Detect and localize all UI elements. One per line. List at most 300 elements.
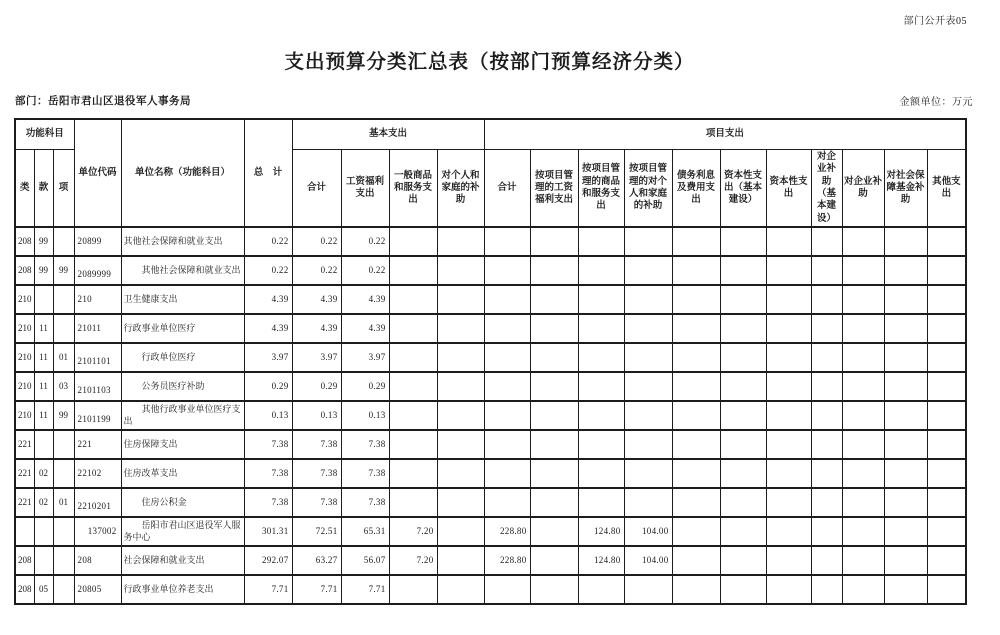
cell-value-proj-debt-interest	[672, 314, 720, 343]
cell-value-proj-salary	[530, 372, 578, 401]
cell-value-proj-salary	[530, 227, 578, 256]
header-basic-total: 合计	[292, 150, 341, 228]
cell-value-proj-other	[927, 314, 966, 343]
table-row	[15, 256, 966, 285]
cell-value-proj-enterprise-basic	[811, 314, 842, 343]
cell-func-class: 208	[15, 546, 34, 575]
cell-value-proj-capital	[766, 575, 811, 604]
cell-value-proj-debt-interest	[672, 256, 720, 285]
cell-func-class: 221	[15, 459, 34, 488]
cell-func-item	[53, 546, 74, 575]
cell-value-basic-salary: 7.71	[341, 575, 389, 604]
budget-table	[14, 118, 967, 605]
cell-func-section: 11	[34, 372, 53, 401]
cell-value-total: 0.22	[244, 256, 292, 285]
cell-value-proj-capital	[766, 285, 811, 314]
cell-value-basic-personal	[437, 488, 484, 517]
cell-unit-code: 2210201	[74, 488, 121, 517]
cell-value-proj-other	[927, 488, 966, 517]
cell-value-proj-salary	[530, 430, 578, 459]
cell-unit-code: 221	[74, 430, 121, 459]
cell-value-basic-goods: 7.20	[389, 517, 437, 546]
cell-value-proj-social-fund	[884, 517, 927, 546]
header-proj-total: 合计	[484, 150, 530, 228]
cell-unit-code: 20805	[74, 575, 121, 604]
cell-func-class: 208	[15, 575, 34, 604]
cell-value-proj-goods	[578, 343, 624, 372]
header-group-row	[15, 119, 966, 150]
cell-value-proj-goods	[578, 401, 624, 430]
cell-value-proj-personal	[624, 285, 672, 314]
cell-unit-name: 住房保障支出	[121, 430, 244, 459]
cell-func-item: 99	[53, 256, 74, 285]
cell-value-proj-capital-basic	[720, 430, 766, 459]
header-proj-goods: 按项目管理的商品和服务支出	[578, 150, 624, 228]
cell-value-proj-total	[484, 459, 530, 488]
cell-value-proj-debt-interest	[672, 546, 720, 575]
cell-value-basic-total: 4.39	[292, 285, 341, 314]
cell-value-basic-goods	[389, 343, 437, 372]
cell-value-basic-goods	[389, 401, 437, 430]
cell-value-proj-social-fund	[884, 372, 927, 401]
cell-value-basic-personal	[437, 575, 484, 604]
cell-value-basic-personal	[437, 227, 484, 256]
cell-value-proj-capital-basic	[720, 343, 766, 372]
cell-value-proj-enterprise	[842, 227, 884, 256]
cell-value-proj-other	[927, 517, 966, 546]
cell-unit-code: 20899	[74, 227, 121, 256]
cell-value-basic-total: 4.39	[292, 314, 341, 343]
cell-value-total: 7.71	[244, 575, 292, 604]
cell-value-basic-total: 72.51	[292, 517, 341, 546]
cell-value-proj-debt-interest	[672, 227, 720, 256]
cell-unit-code: 2101199	[74, 401, 121, 430]
cell-value-basic-goods: 7.20	[389, 546, 437, 575]
cell-unit-name: 住房公积金	[121, 488, 244, 517]
cell-value-basic-total: 0.29	[292, 372, 341, 401]
cell-func-class: 210	[15, 285, 34, 314]
header-func-group: 功能科目	[15, 119, 74, 150]
cell-func-item: 99	[53, 401, 74, 430]
cell-value-proj-social-fund	[884, 459, 927, 488]
cell-unit-name: 卫生健康支出	[121, 285, 244, 314]
cell-func-class: 210	[15, 314, 34, 343]
header-basic-group: 基本支出	[292, 119, 484, 150]
cell-value-proj-social-fund	[884, 343, 927, 372]
cell-value-proj-capital-basic	[720, 256, 766, 285]
cell-unit-name: 其他行政事业单位医疗支出	[121, 401, 244, 430]
amount-unit-label: 金额单位：万元	[899, 97, 973, 108]
cell-value-proj-enterprise	[842, 285, 884, 314]
cell-value-basic-personal	[437, 517, 484, 546]
cell-value-proj-capital-basic	[720, 459, 766, 488]
cell-func-class: 208	[15, 256, 34, 285]
cell-func-section: 11	[34, 343, 53, 372]
cell-value-proj-personal: 104.00	[624, 546, 672, 575]
cell-func-item: 01	[53, 488, 74, 517]
header-proj-salary: 按项目管理的工资福利支出	[530, 150, 578, 228]
cell-value-proj-social-fund	[884, 227, 927, 256]
cell-value-proj-capital-basic	[720, 488, 766, 517]
header-basic-personal: 对个人和家庭的补助	[437, 150, 484, 228]
cell-unit-code: 21011	[74, 314, 121, 343]
cell-value-proj-enterprise-basic	[811, 430, 842, 459]
cell-value-proj-social-fund	[884, 285, 927, 314]
table-row	[15, 517, 966, 546]
cell-value-proj-personal	[624, 459, 672, 488]
cell-value-proj-enterprise	[842, 256, 884, 285]
cell-value-proj-capital	[766, 227, 811, 256]
cell-value-basic-salary: 56.07	[341, 546, 389, 575]
cell-value-proj-enterprise-basic	[811, 256, 842, 285]
cell-value-basic-personal	[437, 430, 484, 459]
cell-value-proj-total	[484, 401, 530, 430]
table-row	[15, 575, 966, 604]
cell-value-proj-capital-basic	[720, 401, 766, 430]
cell-value-basic-goods	[389, 575, 437, 604]
cell-value-proj-enterprise-basic	[811, 227, 842, 256]
cell-value-proj-enterprise	[842, 546, 884, 575]
cell-value-basic-salary: 65.31	[341, 517, 389, 546]
page-title: 支出预算分类汇总表（按部门预算经济分类）	[284, 52, 695, 73]
cell-value-proj-salary	[530, 256, 578, 285]
cell-unit-code: 2089999	[74, 256, 121, 285]
cell-value-basic-total: 7.38	[292, 459, 341, 488]
department-label: 部门：岳阳市君山区退役军人事务局	[15, 96, 191, 107]
cell-value-proj-salary	[530, 343, 578, 372]
cell-unit-name: 其他社会保障和就业支出	[121, 256, 244, 285]
header-project-group: 项目支出	[484, 119, 966, 150]
cell-value-basic-total: 7.38	[292, 488, 341, 517]
cell-value-proj-other	[927, 546, 966, 575]
cell-value-proj-capital	[766, 401, 811, 430]
cell-value-proj-personal	[624, 430, 672, 459]
cell-value-proj-personal: 104.00	[624, 517, 672, 546]
cell-value-proj-enterprise	[842, 459, 884, 488]
cell-unit-name: 岳阳市君山区退役军人服务中心	[121, 517, 244, 546]
cell-value-proj-enterprise-basic	[811, 575, 842, 604]
header-func-class: 类	[15, 150, 34, 228]
cell-value-proj-goods	[578, 227, 624, 256]
cell-value-proj-capital	[766, 343, 811, 372]
cell-value-proj-enterprise	[842, 575, 884, 604]
cell-func-item: 01	[53, 343, 74, 372]
cell-value-proj-total: 228.80	[484, 546, 530, 575]
cell-value-proj-other	[927, 256, 966, 285]
cell-value-proj-capital-basic	[720, 372, 766, 401]
table-row	[15, 488, 966, 517]
cell-value-proj-salary	[530, 459, 578, 488]
cell-value-basic-personal	[437, 343, 484, 372]
cell-value-proj-capital-basic	[720, 227, 766, 256]
header-proj-capital-basic: 资本性支出（基本建设）	[720, 150, 766, 228]
cell-unit-name: 住房改革支出	[121, 459, 244, 488]
cell-value-proj-debt-interest	[672, 372, 720, 401]
cell-func-item	[53, 430, 74, 459]
cell-func-section: 05	[34, 575, 53, 604]
cell-value-proj-enterprise-basic	[811, 343, 842, 372]
table-body	[15, 227, 966, 604]
cell-value-proj-total	[484, 285, 530, 314]
cell-func-class: 208	[15, 227, 34, 256]
cell-value-proj-goods	[578, 430, 624, 459]
table-row	[15, 314, 966, 343]
cell-value-basic-personal	[437, 285, 484, 314]
cell-value-proj-other	[927, 459, 966, 488]
cell-func-class: 221	[15, 430, 34, 459]
cell-value-proj-personal	[624, 343, 672, 372]
cell-value-proj-personal	[624, 256, 672, 285]
cell-value-proj-capital	[766, 546, 811, 575]
cell-value-proj-social-fund	[884, 488, 927, 517]
cell-value-proj-debt-interest	[672, 517, 720, 546]
cell-value-proj-salary	[530, 517, 578, 546]
table-row	[15, 343, 966, 372]
cell-value-basic-salary: 4.39	[341, 285, 389, 314]
cell-value-proj-goods	[578, 285, 624, 314]
cell-unit-name: 社会保障和就业支出	[121, 546, 244, 575]
cell-value-proj-enterprise-basic	[811, 546, 842, 575]
cell-unit-code: 210	[74, 285, 121, 314]
cell-func-section: 02	[34, 459, 53, 488]
cell-value-proj-total	[484, 256, 530, 285]
cell-value-proj-enterprise	[842, 343, 884, 372]
cell-value-proj-debt-interest	[672, 575, 720, 604]
cell-value-proj-capital	[766, 488, 811, 517]
cell-value-proj-enterprise-basic	[811, 459, 842, 488]
cell-value-basic-salary: 3.97	[341, 343, 389, 372]
cell-value-proj-salary	[530, 314, 578, 343]
cell-value-basic-salary: 0.22	[341, 227, 389, 256]
cell-value-proj-capital-basic	[720, 517, 766, 546]
cell-value-proj-social-fund	[884, 575, 927, 604]
cell-value-proj-goods	[578, 314, 624, 343]
table-row	[15, 372, 966, 401]
cell-value-proj-enterprise-basic	[811, 488, 842, 517]
cell-value-proj-enterprise-basic	[811, 517, 842, 546]
cell-value-proj-total: 228.80	[484, 517, 530, 546]
cell-value-basic-total: 0.13	[292, 401, 341, 430]
cell-value-proj-personal	[624, 575, 672, 604]
cell-value-total: 7.38	[244, 459, 292, 488]
cell-value-proj-goods	[578, 488, 624, 517]
cell-value-proj-enterprise-basic	[811, 401, 842, 430]
cell-value-proj-goods	[578, 459, 624, 488]
cell-unit-name: 行政事业单位养老支出	[121, 575, 244, 604]
cell-unit-name: 行政单位医疗	[121, 343, 244, 372]
cell-value-proj-capital-basic	[720, 285, 766, 314]
header-proj-enterprise: 对企业补助	[842, 150, 884, 228]
cell-value-basic-personal	[437, 314, 484, 343]
cell-value-proj-total	[484, 575, 530, 604]
cell-value-proj-enterprise-basic	[811, 372, 842, 401]
cell-value-basic-salary: 4.39	[341, 314, 389, 343]
header-basic-salary: 工资福利支出	[341, 150, 389, 228]
table-row	[15, 546, 966, 575]
cell-value-basic-goods	[389, 227, 437, 256]
cell-value-proj-debt-interest	[672, 488, 720, 517]
cell-value-proj-other	[927, 430, 966, 459]
cell-unit-code: 2101101	[74, 343, 121, 372]
cell-value-total: 4.39	[244, 314, 292, 343]
cell-func-section	[34, 285, 53, 314]
cell-func-class	[15, 517, 34, 546]
cell-value-proj-social-fund	[884, 401, 927, 430]
cell-value-basic-salary: 7.38	[341, 488, 389, 517]
cell-value-proj-debt-interest	[672, 285, 720, 314]
header-func-section: 款	[34, 150, 53, 228]
cell-value-proj-personal	[624, 227, 672, 256]
cell-value-proj-other	[927, 401, 966, 430]
cell-value-basic-total: 63.27	[292, 546, 341, 575]
header-proj-other: 其他支出	[927, 150, 966, 228]
header-proj-capital: 资本性支出	[766, 150, 811, 228]
cell-value-proj-other	[927, 343, 966, 372]
cell-value-basic-total: 7.71	[292, 575, 341, 604]
cell-func-section: 11	[34, 314, 53, 343]
cell-value-total: 301.31	[244, 517, 292, 546]
cell-value-proj-goods: 124.80	[578, 546, 624, 575]
cell-value-proj-total	[484, 488, 530, 517]
cell-value-proj-other	[927, 372, 966, 401]
cell-value-proj-capital	[766, 517, 811, 546]
cell-value-proj-capital	[766, 459, 811, 488]
cell-func-item	[53, 314, 74, 343]
cell-value-proj-enterprise-basic	[811, 285, 842, 314]
cell-value-basic-goods	[389, 314, 437, 343]
cell-value-proj-total	[484, 227, 530, 256]
cell-value-proj-capital	[766, 372, 811, 401]
cell-func-item	[53, 227, 74, 256]
cell-value-proj-debt-interest	[672, 343, 720, 372]
cell-func-section: 11	[34, 401, 53, 430]
cell-value-proj-goods	[578, 256, 624, 285]
cell-unit-name: 其他社会保障和就业支出	[121, 227, 244, 256]
cell-value-proj-personal	[624, 401, 672, 430]
table-row	[15, 285, 966, 314]
cell-value-basic-goods	[389, 372, 437, 401]
cell-value-proj-social-fund	[884, 430, 927, 459]
cell-value-proj-salary	[530, 488, 578, 517]
cell-func-item	[53, 459, 74, 488]
cell-value-proj-other	[927, 285, 966, 314]
cell-value-proj-other	[927, 575, 966, 604]
cell-value-proj-goods	[578, 372, 624, 401]
cell-func-class: 210	[15, 372, 34, 401]
cell-value-proj-other	[927, 227, 966, 256]
cell-value-proj-personal	[624, 372, 672, 401]
cell-unit-code: 2101103	[74, 372, 121, 401]
cell-value-proj-total	[484, 314, 530, 343]
table-row	[15, 430, 966, 459]
cell-value-proj-goods	[578, 575, 624, 604]
cell-value-basic-personal	[437, 459, 484, 488]
cell-value-basic-salary: 0.29	[341, 372, 389, 401]
cell-unit-code: 22102	[74, 459, 121, 488]
header-proj-enterprise-basic: 对企业补助（基本建设）	[811, 150, 842, 228]
cell-value-proj-capital-basic	[720, 314, 766, 343]
cell-value-proj-capital	[766, 256, 811, 285]
cell-value-basic-personal	[437, 372, 484, 401]
cell-func-item	[53, 285, 74, 314]
cell-value-proj-enterprise	[842, 401, 884, 430]
cell-value-total: 4.39	[244, 285, 292, 314]
cell-value-basic-goods	[389, 430, 437, 459]
cell-func-item	[53, 575, 74, 604]
cell-unit-name: 行政事业单位医疗	[121, 314, 244, 343]
header-total: 总 计	[244, 119, 292, 227]
cell-func-section	[34, 546, 53, 575]
cell-value-basic-salary: 0.22	[341, 256, 389, 285]
cell-value-basic-total: 7.38	[292, 430, 341, 459]
header-basic-goods: 一般商品和服务支出	[389, 150, 437, 228]
cell-value-basic-total: 0.22	[292, 256, 341, 285]
doc-code: 部门公开表05	[903, 16, 967, 27]
cell-value-proj-capital-basic	[720, 546, 766, 575]
cell-func-class: 221	[15, 488, 34, 517]
cell-value-basic-personal	[437, 401, 484, 430]
cell-value-proj-total	[484, 343, 530, 372]
cell-func-item	[53, 517, 74, 546]
cell-value-proj-personal	[624, 488, 672, 517]
header-proj-personal: 按项目管理的对个人和家庭的补助	[624, 150, 672, 228]
cell-value-basic-goods	[389, 459, 437, 488]
cell-func-section	[34, 430, 53, 459]
meta-row	[15, 93, 973, 108]
header-proj-social-fund: 对社会保障基金补助	[884, 150, 927, 228]
cell-value-basic-goods	[389, 488, 437, 517]
cell-value-basic-salary: 7.38	[341, 459, 389, 488]
cell-value-total: 0.29	[244, 372, 292, 401]
cell-unit-name: 公务员医疗补助	[121, 372, 244, 401]
cell-value-basic-personal	[437, 256, 484, 285]
cell-value-proj-enterprise	[842, 372, 884, 401]
header-unit-code: 单位代码	[74, 119, 121, 227]
cell-value-proj-social-fund	[884, 314, 927, 343]
cell-value-total: 0.13	[244, 401, 292, 430]
cell-value-proj-capital	[766, 430, 811, 459]
cell-value-proj-salary	[530, 575, 578, 604]
cell-value-basic-salary: 0.13	[341, 401, 389, 430]
cell-unit-code: 137002	[74, 517, 121, 546]
header-unit-name: 单位名称（功能科目）	[121, 119, 244, 227]
cell-func-section: 99	[34, 256, 53, 285]
cell-value-proj-enterprise	[842, 517, 884, 546]
cell-value-proj-debt-interest	[672, 401, 720, 430]
cell-value-proj-salary	[530, 546, 578, 575]
cell-value-proj-goods: 124.80	[578, 517, 624, 546]
cell-func-section	[34, 517, 53, 546]
cell-value-basic-personal	[437, 546, 484, 575]
cell-value-total: 3.97	[244, 343, 292, 372]
cell-unit-code: 208	[74, 546, 121, 575]
cell-value-proj-social-fund	[884, 546, 927, 575]
cell-func-class: 210	[15, 401, 34, 430]
cell-value-proj-enterprise	[842, 430, 884, 459]
cell-value-total: 0.22	[244, 227, 292, 256]
header-func-item: 项	[53, 150, 74, 228]
cell-value-basic-salary: 7.38	[341, 430, 389, 459]
cell-value-proj-social-fund	[884, 256, 927, 285]
header-proj-debt-interest: 债务利息及费用支出	[672, 150, 720, 228]
cell-value-proj-enterprise	[842, 314, 884, 343]
cell-func-section: 99	[34, 227, 53, 256]
cell-value-proj-personal	[624, 314, 672, 343]
cell-value-proj-debt-interest	[672, 430, 720, 459]
table-row	[15, 459, 966, 488]
cell-value-basic-total: 3.97	[292, 343, 341, 372]
cell-value-total: 292.07	[244, 546, 292, 575]
